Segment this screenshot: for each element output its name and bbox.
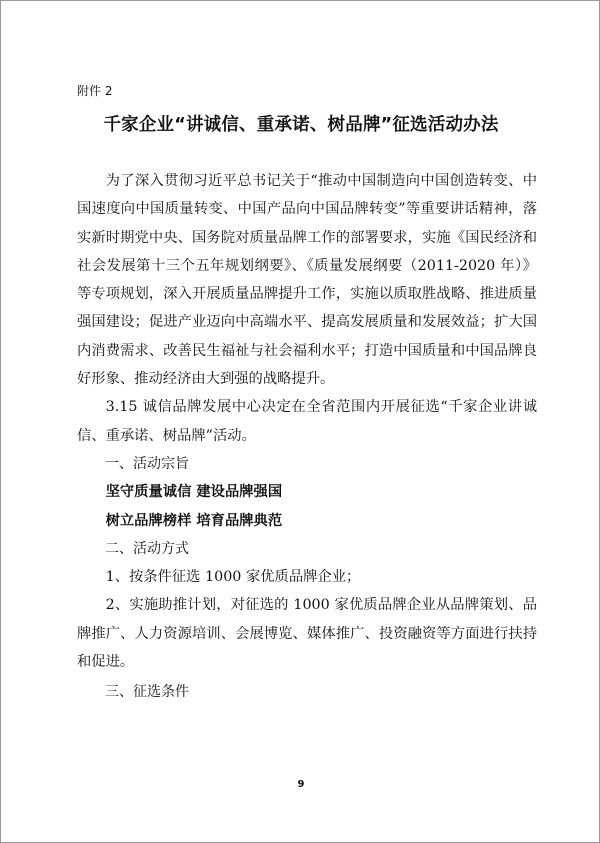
intro-paragraph: 为了深入贯彻习近平总书记关于“推动中国制造向中国创造转变、中国速度向中国质量转变、中国产品向中国品牌转变”等重要讲话精神，落实新时期党中央、国务院对质量品牌工作的部署要求，实施《国民经济和社会发展第十三个五年规划纲要》、《质量发展纲要（2011-2020 年）》等专项规划，深入开展质量品牌提升工作，实施以质取胜战略、推进质量强国建设；促进产业迈向中高端水平、提高发展质量和发展效益；扩大国内消费需求、改善民生福祉与社会福利水平；打造中国质量和中国品牌良好形象、推动经济由大到强的战略提升。 xyxy=(77,173,537,388)
section-heading-criteria: 三、征选条件 xyxy=(105,684,189,701)
section-heading-purpose: 一、活动宗旨 xyxy=(105,455,189,472)
page-number: 9 xyxy=(297,779,305,790)
section-heading-method: 二、活动方式 xyxy=(105,540,189,557)
document-title: 千家企业“讲诚信、重承诺、树品牌”征选活动办法 xyxy=(103,115,499,135)
slogan-line: 树立品牌榜样 培育品牌典范 xyxy=(105,512,283,529)
attachment-label: 附件 2 xyxy=(77,84,113,98)
method-item: 2、实施助推计划，对征选的 1000 家优质品牌企业从品牌策划、品牌推广、人力资源培训、会展博览、媒体推广、投资融资等方面进行扶持和促进。 xyxy=(77,597,537,671)
document-body xyxy=(77,167,537,707)
slogan-line: 坚守质量诚信 建设品牌强国 xyxy=(105,484,283,501)
method-item: 1、按条件征选 1000 家优质品牌企业； xyxy=(105,569,361,586)
decision-paragraph: 3.15 诚信品牌发展中心决定在全省范围内开展征选“千家企业讲诚信、重承诺、树品牌”活动。 xyxy=(77,399,537,444)
